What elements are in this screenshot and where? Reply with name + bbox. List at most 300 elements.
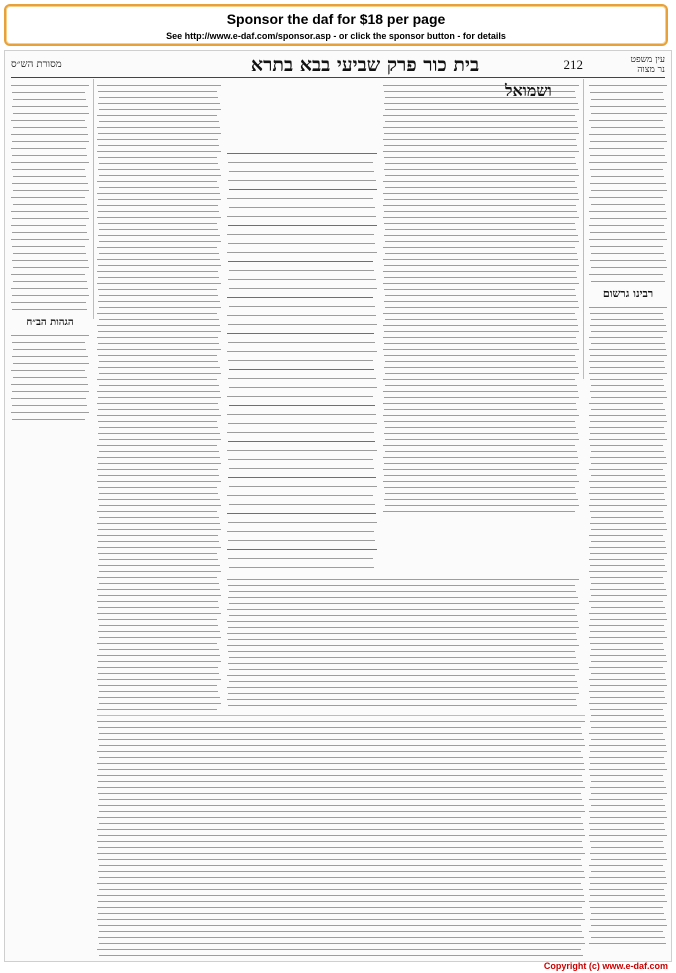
text-line bbox=[383, 283, 579, 284]
text-line bbox=[11, 288, 88, 289]
sponsor-title[interactable]: Sponsor the daf for $18 per page bbox=[226, 11, 446, 27]
text-line bbox=[98, 145, 219, 146]
text-line bbox=[384, 475, 577, 476]
text-line bbox=[591, 925, 667, 926]
text-line bbox=[590, 511, 663, 512]
text-line bbox=[590, 709, 663, 710]
text-line bbox=[589, 745, 666, 746]
text-line bbox=[12, 92, 85, 93]
text-line bbox=[12, 260, 88, 261]
text-line bbox=[99, 943, 585, 944]
text-line bbox=[228, 651, 575, 652]
text-line bbox=[11, 239, 89, 240]
text-line bbox=[11, 274, 85, 275]
text-line bbox=[590, 260, 666, 261]
margin-column-left bbox=[11, 83, 89, 315]
text-line bbox=[98, 925, 581, 926]
commentary-column-center bbox=[383, 83, 579, 513]
separator-left bbox=[93, 79, 94, 319]
text-line bbox=[383, 271, 576, 272]
text-line bbox=[384, 235, 578, 236]
text-line bbox=[385, 253, 577, 254]
text-line bbox=[13, 349, 86, 350]
text-line bbox=[227, 315, 376, 316]
text-line bbox=[591, 529, 667, 530]
text-line bbox=[590, 355, 667, 356]
text-line bbox=[97, 589, 220, 590]
text-line bbox=[98, 433, 220, 434]
text-line bbox=[590, 457, 666, 458]
text-line bbox=[99, 811, 585, 812]
gemara-main-text bbox=[227, 151, 377, 571]
text-line bbox=[97, 841, 582, 842]
text-line bbox=[589, 134, 666, 135]
text-line bbox=[99, 559, 218, 560]
text-line bbox=[99, 505, 221, 506]
text-line bbox=[589, 703, 667, 704]
text-line bbox=[97, 547, 221, 548]
lower-section-rule bbox=[97, 715, 585, 716]
commentary-column-left bbox=[97, 83, 221, 713]
text-line bbox=[589, 901, 667, 902]
text-line bbox=[591, 113, 667, 114]
text-line bbox=[589, 197, 663, 198]
text-line bbox=[590, 883, 667, 884]
text-line bbox=[99, 649, 219, 650]
text-line bbox=[97, 205, 218, 206]
text-line bbox=[384, 499, 578, 500]
text-line bbox=[591, 871, 665, 872]
text-line bbox=[97, 271, 218, 272]
text-line bbox=[98, 871, 584, 872]
text-line bbox=[384, 367, 578, 368]
text-line bbox=[385, 439, 579, 440]
text-line bbox=[590, 325, 666, 326]
text-line bbox=[383, 139, 576, 140]
text-line bbox=[590, 391, 666, 392]
text-line bbox=[229, 486, 377, 487]
text-line bbox=[228, 279, 376, 280]
text-line bbox=[228, 693, 579, 694]
text-line bbox=[97, 949, 581, 950]
text-line bbox=[229, 369, 374, 370]
text-line bbox=[591, 281, 665, 282]
text-line bbox=[383, 217, 579, 218]
text-line bbox=[12, 342, 85, 343]
ein-mishpat-label: עין משפט נר מצוה bbox=[630, 55, 665, 75]
text-line bbox=[13, 377, 87, 378]
text-line bbox=[384, 211, 577, 212]
text-line bbox=[98, 355, 217, 356]
text-line bbox=[385, 109, 579, 110]
text-line bbox=[227, 609, 575, 610]
text-line bbox=[384, 133, 579, 134]
text-line bbox=[99, 691, 218, 692]
text-line bbox=[12, 232, 87, 233]
text-line bbox=[589, 877, 666, 878]
text-line bbox=[97, 181, 217, 182]
text-line bbox=[589, 505, 667, 506]
text-line bbox=[227, 297, 373, 298]
text-line bbox=[589, 865, 663, 866]
text-line bbox=[227, 687, 578, 688]
text-line bbox=[99, 361, 218, 362]
text-line bbox=[589, 601, 663, 602]
text-line bbox=[589, 823, 664, 824]
text-line bbox=[97, 481, 221, 482]
text-line bbox=[99, 187, 219, 188]
text-line bbox=[99, 799, 582, 800]
text-line bbox=[383, 391, 578, 392]
text-line bbox=[383, 247, 575, 248]
text-line bbox=[591, 475, 665, 476]
text-line bbox=[589, 481, 666, 482]
text-line bbox=[97, 535, 218, 536]
text-line bbox=[98, 739, 584, 740]
text-line bbox=[97, 457, 220, 458]
text-line bbox=[385, 229, 576, 230]
text-line bbox=[383, 193, 578, 194]
text-line bbox=[384, 463, 579, 464]
text-line bbox=[384, 409, 577, 410]
text-line bbox=[591, 649, 664, 650]
text-line bbox=[383, 151, 579, 152]
text-line bbox=[227, 549, 377, 550]
text-line bbox=[591, 343, 665, 344]
text-line bbox=[227, 198, 373, 199]
text-line bbox=[229, 603, 579, 604]
text-line bbox=[12, 405, 87, 406]
text-line bbox=[384, 433, 578, 434]
text-line bbox=[97, 751, 581, 752]
text-line bbox=[228, 261, 373, 262]
text-line bbox=[11, 134, 88, 135]
text-line bbox=[99, 637, 221, 638]
text-line bbox=[383, 481, 579, 482]
text-line bbox=[589, 559, 664, 560]
text-line bbox=[383, 115, 575, 116]
text-line bbox=[229, 669, 579, 670]
text-line bbox=[99, 745, 585, 746]
text-line bbox=[98, 793, 581, 794]
tractate-header: בית כור פרק שביעי בבא בתרא bbox=[250, 54, 480, 76]
text-line bbox=[97, 217, 221, 218]
text-line bbox=[589, 120, 663, 121]
text-line bbox=[591, 541, 665, 542]
text-line bbox=[99, 493, 218, 494]
text-line bbox=[590, 631, 665, 632]
text-line bbox=[590, 841, 663, 842]
text-line bbox=[589, 337, 663, 338]
text-line bbox=[590, 787, 666, 788]
text-line bbox=[384, 331, 579, 332]
text-line bbox=[589, 535, 663, 536]
text-line bbox=[99, 253, 219, 254]
text-line bbox=[591, 715, 664, 716]
text-line bbox=[590, 751, 667, 752]
text-line bbox=[590, 853, 666, 854]
text-line bbox=[98, 541, 219, 542]
sponsor-details[interactable]: See http://www.e-daf.com/sponsor.asp - or click the sponsor button - for details bbox=[166, 31, 506, 41]
hagahot-habach-text bbox=[11, 333, 89, 423]
text-line bbox=[99, 295, 218, 296]
text-line bbox=[591, 190, 667, 191]
text-line bbox=[590, 619, 667, 620]
text-line bbox=[229, 405, 375, 406]
text-line bbox=[97, 643, 217, 644]
text-line bbox=[98, 301, 220, 302]
text-line bbox=[383, 349, 579, 350]
text-line bbox=[591, 859, 667, 860]
text-line bbox=[589, 691, 664, 692]
text-line bbox=[97, 139, 218, 140]
text-line bbox=[97, 325, 220, 326]
text-line bbox=[13, 99, 86, 100]
text-line bbox=[590, 487, 667, 488]
text-line bbox=[385, 187, 577, 188]
text-line bbox=[590, 169, 663, 170]
text-line bbox=[229, 468, 374, 469]
text-line bbox=[589, 349, 666, 350]
text-line bbox=[98, 553, 217, 554]
text-line bbox=[229, 504, 375, 505]
text-line bbox=[99, 109, 221, 110]
text-line bbox=[589, 274, 663, 275]
text-line bbox=[98, 835, 585, 836]
text-line bbox=[383, 313, 575, 314]
text-line bbox=[590, 685, 667, 686]
text-line bbox=[589, 361, 664, 362]
text-line bbox=[228, 360, 373, 361]
text-line bbox=[97, 907, 582, 908]
mesoret-hashas-label: מסורת הש״ס bbox=[11, 59, 62, 70]
text-line bbox=[590, 553, 667, 554]
text-line bbox=[13, 113, 89, 114]
text-line bbox=[227, 513, 376, 514]
text-line bbox=[591, 204, 665, 205]
text-line bbox=[590, 367, 665, 368]
text-line bbox=[227, 396, 373, 397]
text-line bbox=[97, 193, 220, 194]
text-line bbox=[227, 645, 579, 646]
text-line bbox=[97, 403, 218, 404]
text-line bbox=[590, 895, 665, 896]
text-line bbox=[98, 565, 220, 566]
text-line bbox=[99, 571, 221, 572]
text-line bbox=[228, 180, 376, 181]
text-line bbox=[99, 175, 221, 176]
text-line bbox=[98, 103, 220, 104]
text-line bbox=[99, 307, 221, 308]
text-line bbox=[227, 216, 376, 217]
text-line bbox=[590, 643, 663, 644]
text-line bbox=[98, 475, 219, 476]
text-line bbox=[11, 384, 88, 385]
text-line bbox=[229, 615, 577, 616]
text-line bbox=[383, 259, 578, 260]
text-line bbox=[591, 267, 667, 268]
text-line bbox=[384, 301, 578, 302]
text-line bbox=[98, 937, 584, 938]
text-line bbox=[383, 181, 575, 182]
text-line bbox=[385, 163, 576, 164]
text-line bbox=[385, 493, 576, 494]
text-line bbox=[383, 415, 579, 416]
text-line bbox=[98, 343, 219, 344]
text-line bbox=[383, 469, 576, 470]
text-line bbox=[99, 517, 219, 518]
text-line bbox=[12, 356, 88, 357]
rabbeinu-gershom-title: רבינו גרשום bbox=[602, 287, 654, 300]
text-line bbox=[98, 529, 221, 530]
text-line bbox=[98, 211, 219, 212]
text-line bbox=[12, 218, 89, 219]
text-line bbox=[589, 307, 667, 308]
text-line bbox=[97, 679, 221, 680]
text-line bbox=[589, 415, 666, 416]
text-line bbox=[590, 218, 667, 219]
text-line bbox=[228, 225, 377, 226]
text-line bbox=[383, 205, 576, 206]
copyright-link[interactable]: Copyright (c) www.e-daf.com bbox=[543, 961, 668, 971]
commentary-center-lower bbox=[227, 577, 579, 711]
text-line bbox=[228, 477, 376, 478]
text-line bbox=[227, 252, 377, 253]
text-line bbox=[227, 579, 579, 580]
text-line bbox=[98, 631, 220, 632]
text-line bbox=[229, 288, 377, 289]
text-line bbox=[13, 190, 89, 191]
text-line bbox=[590, 721, 666, 722]
text-line bbox=[383, 337, 576, 338]
text-line bbox=[98, 607, 219, 608]
text-line bbox=[13, 127, 87, 128]
text-line bbox=[98, 91, 217, 92]
text-line bbox=[97, 883, 581, 884]
text-line bbox=[385, 121, 577, 122]
text-line bbox=[384, 343, 577, 344]
text-line bbox=[589, 403, 663, 404]
text-line bbox=[228, 558, 373, 559]
text-line bbox=[590, 232, 665, 233]
text-line bbox=[12, 246, 85, 247]
text-line bbox=[227, 675, 575, 676]
text-line bbox=[99, 97, 218, 98]
text-line bbox=[97, 469, 218, 470]
text-line bbox=[97, 919, 585, 920]
text-line bbox=[98, 805, 584, 806]
text-line bbox=[228, 627, 579, 628]
text-line bbox=[227, 531, 374, 532]
separator-right bbox=[583, 79, 584, 379]
text-line bbox=[13, 176, 86, 177]
text-line bbox=[99, 931, 582, 932]
text-line bbox=[385, 505, 579, 506]
text-line bbox=[591, 583, 664, 584]
text-line bbox=[98, 277, 219, 278]
text-line bbox=[12, 106, 88, 107]
text-line bbox=[97, 127, 220, 128]
text-line bbox=[98, 421, 217, 422]
text-line bbox=[12, 295, 89, 296]
text-line bbox=[98, 367, 220, 368]
text-line bbox=[228, 162, 373, 163]
text-line bbox=[99, 319, 219, 320]
text-line bbox=[98, 847, 583, 848]
text-line bbox=[97, 151, 221, 152]
text-line bbox=[98, 913, 583, 914]
rabbeinu-gershom-text bbox=[589, 305, 667, 945]
text-line bbox=[227, 234, 374, 235]
text-line bbox=[97, 895, 584, 896]
text-line bbox=[11, 370, 85, 371]
text-line bbox=[227, 450, 377, 451]
text-line bbox=[97, 601, 218, 602]
text-line bbox=[227, 621, 578, 622]
text-line bbox=[12, 169, 85, 170]
text-line bbox=[99, 451, 219, 452]
text-line bbox=[591, 607, 665, 608]
text-line bbox=[227, 699, 576, 700]
text-line bbox=[591, 805, 665, 806]
text-line bbox=[228, 522, 377, 523]
text-line bbox=[97, 775, 582, 776]
text-line bbox=[589, 733, 663, 734]
text-line bbox=[385, 385, 577, 386]
text-line bbox=[97, 247, 217, 248]
text-line bbox=[591, 451, 664, 452]
text-line bbox=[99, 241, 221, 242]
text-line bbox=[591, 385, 664, 386]
text-line bbox=[591, 397, 667, 398]
text-line bbox=[385, 295, 576, 296]
opening-word: ושמואל bbox=[505, 81, 552, 100]
text-line bbox=[99, 439, 221, 440]
text-line bbox=[590, 141, 667, 142]
text-line bbox=[229, 591, 576, 592]
text-line bbox=[589, 679, 666, 680]
text-line bbox=[98, 235, 220, 236]
sponsor-banner[interactable] bbox=[4, 4, 668, 46]
text-line bbox=[98, 859, 581, 860]
text-line bbox=[590, 106, 666, 107]
text-line bbox=[229, 657, 576, 658]
text-line bbox=[228, 324, 377, 325]
text-line bbox=[11, 197, 85, 198]
text-line bbox=[98, 199, 221, 200]
text-line bbox=[228, 342, 375, 343]
text-line bbox=[99, 703, 221, 704]
text-line bbox=[99, 877, 585, 878]
text-line bbox=[591, 463, 667, 464]
text-line bbox=[12, 419, 85, 420]
text-line bbox=[589, 85, 667, 86]
text-line bbox=[590, 246, 663, 247]
text-line bbox=[385, 427, 576, 428]
text-line bbox=[384, 487, 575, 488]
text-line bbox=[97, 667, 218, 668]
hagahot-habach-title: הגהות הב״ח bbox=[26, 317, 74, 328]
text-line bbox=[591, 673, 665, 674]
text-line bbox=[97, 787, 585, 788]
text-line bbox=[97, 853, 585, 854]
text-line bbox=[590, 919, 666, 920]
text-line bbox=[97, 817, 581, 818]
text-line bbox=[97, 763, 584, 764]
text-line bbox=[227, 495, 373, 496]
text-line bbox=[228, 378, 376, 379]
text-line bbox=[13, 253, 86, 254]
